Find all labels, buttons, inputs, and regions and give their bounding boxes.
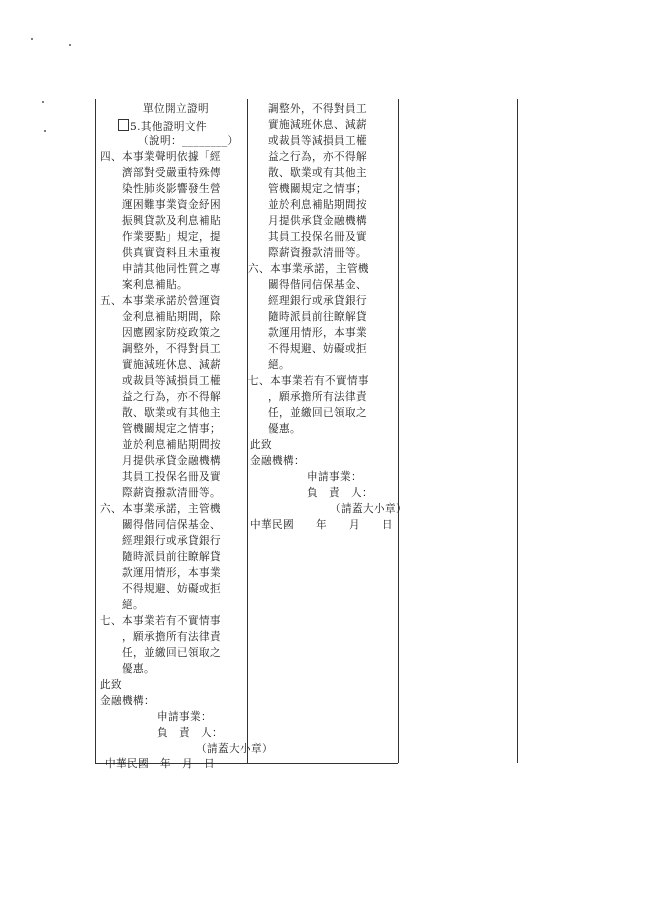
line-text: 經理銀行或承貸銀行 — [122, 535, 221, 547]
text-line — [268, 183, 367, 196]
line-text: ，願承擔所有法律責 — [122, 631, 221, 643]
column-divider — [398, 99, 399, 763]
line-text: 優惠。 — [268, 423, 301, 435]
line-text: 其員工投保名冊及實 — [122, 471, 221, 483]
line-text: 關得偕同信保基金、 — [122, 519, 221, 531]
text-line — [268, 119, 367, 132]
line-text: 濟部對受嚴重特殊傳 — [122, 167, 221, 179]
text-line — [122, 247, 221, 260]
line-text: 金融機構： — [250, 455, 305, 467]
line-text: 實施減班休息、減薪 — [268, 119, 367, 131]
text-line — [268, 391, 367, 404]
text-line — [268, 423, 301, 436]
text-line — [268, 295, 367, 308]
line-text: 益之行為，亦不得解 — [268, 151, 367, 163]
line-text: 金融機構： — [100, 695, 155, 707]
text-line — [268, 151, 367, 164]
text-line — [122, 455, 221, 468]
line-text: 隨時派員前往瞭解貸 — [268, 311, 367, 323]
text-line — [268, 311, 367, 324]
line-text: 際薪資撥款清冊等。 — [268, 247, 367, 259]
scan-speck — [69, 44, 71, 46]
line-text: （說明：________） — [138, 135, 239, 147]
text-line — [250, 439, 272, 452]
line-text: 益之行為，亦不得解 — [122, 391, 221, 403]
text-line — [122, 519, 221, 532]
text-line — [122, 423, 221, 436]
text-line — [122, 663, 155, 676]
line-text: 此致 — [100, 679, 122, 691]
text-line — [330, 503, 407, 516]
line-text: 供真實資料且未重複 — [122, 247, 221, 259]
line-text: 此致 — [250, 439, 272, 451]
text-line — [105, 758, 215, 771]
text-line — [268, 231, 367, 244]
line-text: 作業要點」規定，提 — [122, 231, 221, 243]
text-line — [122, 631, 221, 644]
text-line — [122, 167, 221, 180]
text-line — [268, 359, 290, 372]
line-text: 負 責 人： — [307, 487, 373, 499]
line-text: 散、歇業或有其他主 — [268, 167, 367, 179]
text-line — [100, 151, 221, 164]
text-line — [157, 711, 212, 724]
line-text: 經理銀行或承貸銀行 — [268, 295, 367, 307]
text-line — [100, 679, 122, 692]
line-text: 案利息補貼。 — [122, 279, 188, 291]
text-line — [143, 103, 209, 116]
text-line — [122, 487, 221, 500]
line-text: 月提供承貸金融機構 — [122, 455, 221, 467]
text-line — [122, 215, 221, 228]
text-line — [122, 359, 221, 372]
text-line — [196, 743, 273, 756]
line-text: 單位開立證明 — [143, 103, 209, 115]
line-text: 金利息補貼期間，除 — [122, 311, 221, 323]
scan-speck — [42, 101, 44, 103]
text-line — [122, 551, 221, 564]
line-text: 任，並繳回已領取之 — [122, 647, 221, 659]
text-line — [122, 535, 221, 548]
line-text: 申請事業： — [307, 471, 362, 483]
text-line — [122, 231, 221, 244]
text-line — [122, 647, 221, 660]
line-text: 並於利息補貼期間按 — [122, 439, 221, 451]
text-line — [100, 503, 221, 516]
line-text: 六、本事業承諾，主管機 — [100, 503, 221, 515]
line-text: 負 責 人： — [157, 727, 223, 739]
line-text: 申請事業： — [157, 711, 212, 723]
text-line — [122, 343, 221, 356]
line-text: 七、本事業若有不實情事 — [100, 615, 221, 627]
text-line — [122, 375, 221, 388]
line-text: 實施減班休息、減薪 — [122, 359, 221, 371]
line-text: 調整外，不得對員工 — [122, 343, 221, 355]
text-line — [250, 519, 393, 532]
scan-speck — [44, 130, 46, 132]
line-text: 並於利息補貼期間按 — [268, 199, 367, 211]
text-line — [250, 455, 305, 468]
text-line — [122, 439, 221, 452]
text-line — [122, 471, 221, 484]
text-line — [122, 279, 188, 292]
text-line — [307, 471, 362, 484]
line-text: 管機關規定之情事； — [268, 183, 367, 195]
line-text: 散、歇業或有其他主 — [122, 407, 221, 419]
text-line — [122, 199, 221, 212]
text-line — [268, 343, 367, 356]
text-line — [100, 695, 155, 708]
line-text: 或裁員等減損員工權 — [268, 135, 367, 147]
line-text: 中華民國 年 月 日 — [105, 758, 215, 770]
text-line — [268, 215, 367, 228]
text-line — [118, 119, 207, 134]
text-line — [122, 599, 144, 612]
line-text: ，願承擔所有法律責 — [268, 391, 367, 403]
line-text: 絕。 — [268, 359, 290, 371]
line-text: 款運用情形，本事業 — [268, 327, 367, 339]
text-line — [268, 247, 367, 260]
text-line — [122, 567, 221, 580]
text-line — [248, 375, 369, 388]
line-text: 管機關規定之情事； — [122, 423, 221, 435]
line-text: 不得規避、妨礙或拒 — [268, 343, 367, 355]
line-text: 關得偕同信保基金、 — [268, 279, 367, 291]
text-line — [248, 263, 369, 276]
text-line — [268, 103, 367, 116]
text-line — [122, 311, 221, 324]
line-text: 優惠。 — [122, 663, 155, 675]
line-text: 染性肺炎影響發生營 — [122, 183, 221, 195]
line-text: 振興貸款及利息補貼 — [122, 215, 221, 227]
line-text: 四、本事業聲明依據「經 — [100, 151, 221, 163]
checkbox[interactable] — [118, 119, 129, 131]
text-line — [122, 183, 221, 196]
line-text: 款運用情形，本事業 — [122, 567, 221, 579]
line-text: 或裁員等減損員工權 — [122, 375, 221, 387]
text-line — [157, 727, 223, 740]
line-text: （請蓋大小章） — [196, 743, 273, 755]
line-text: 六、本事業承諾，主管機 — [248, 263, 369, 275]
text-line — [122, 391, 221, 404]
text-line — [268, 327, 367, 340]
line-text: 調整外，不得對員工 — [268, 103, 367, 115]
line-text: 絕。 — [122, 599, 144, 611]
text-line — [122, 583, 221, 596]
scan-speck — [31, 38, 33, 40]
text-line — [138, 135, 239, 148]
line-text: 中華民國 年 月 日 — [250, 519, 393, 531]
text-line — [100, 615, 221, 628]
line-text: 任，並繳回已領取之 — [268, 407, 367, 419]
line-text: 運困難事業資金紓困 — [122, 199, 221, 211]
line-text: （請蓋大小章） — [330, 503, 407, 515]
text-line — [268, 167, 367, 180]
line-text: 月提供承貸金融機構 — [268, 215, 367, 227]
line-text: 七、本事業若有不實情事 — [248, 375, 369, 387]
line-text: 5.其他證明文件 — [130, 121, 207, 133]
text-line — [122, 327, 221, 340]
text-line — [100, 295, 221, 308]
text-line — [268, 279, 367, 292]
text-line — [268, 135, 367, 148]
text-line — [122, 263, 221, 276]
line-text: 其員工投保名冊及實 — [268, 231, 367, 243]
column-divider — [247, 99, 248, 763]
text-line — [307, 487, 373, 500]
line-text: 際薪資撥款清冊等。 — [122, 487, 221, 499]
text-line — [122, 407, 221, 420]
text-line — [268, 199, 367, 212]
line-text: 申請其他同性質之專 — [122, 263, 221, 275]
text-line — [268, 407, 367, 420]
line-text: 隨時派員前往瞭解貸 — [122, 551, 221, 563]
line-text: 五、本事業承諾於營運資 — [100, 295, 221, 307]
line-text: 因應國家防疫政策之 — [122, 327, 221, 339]
line-text: 不得規避、妨礙或拒 — [122, 583, 221, 595]
